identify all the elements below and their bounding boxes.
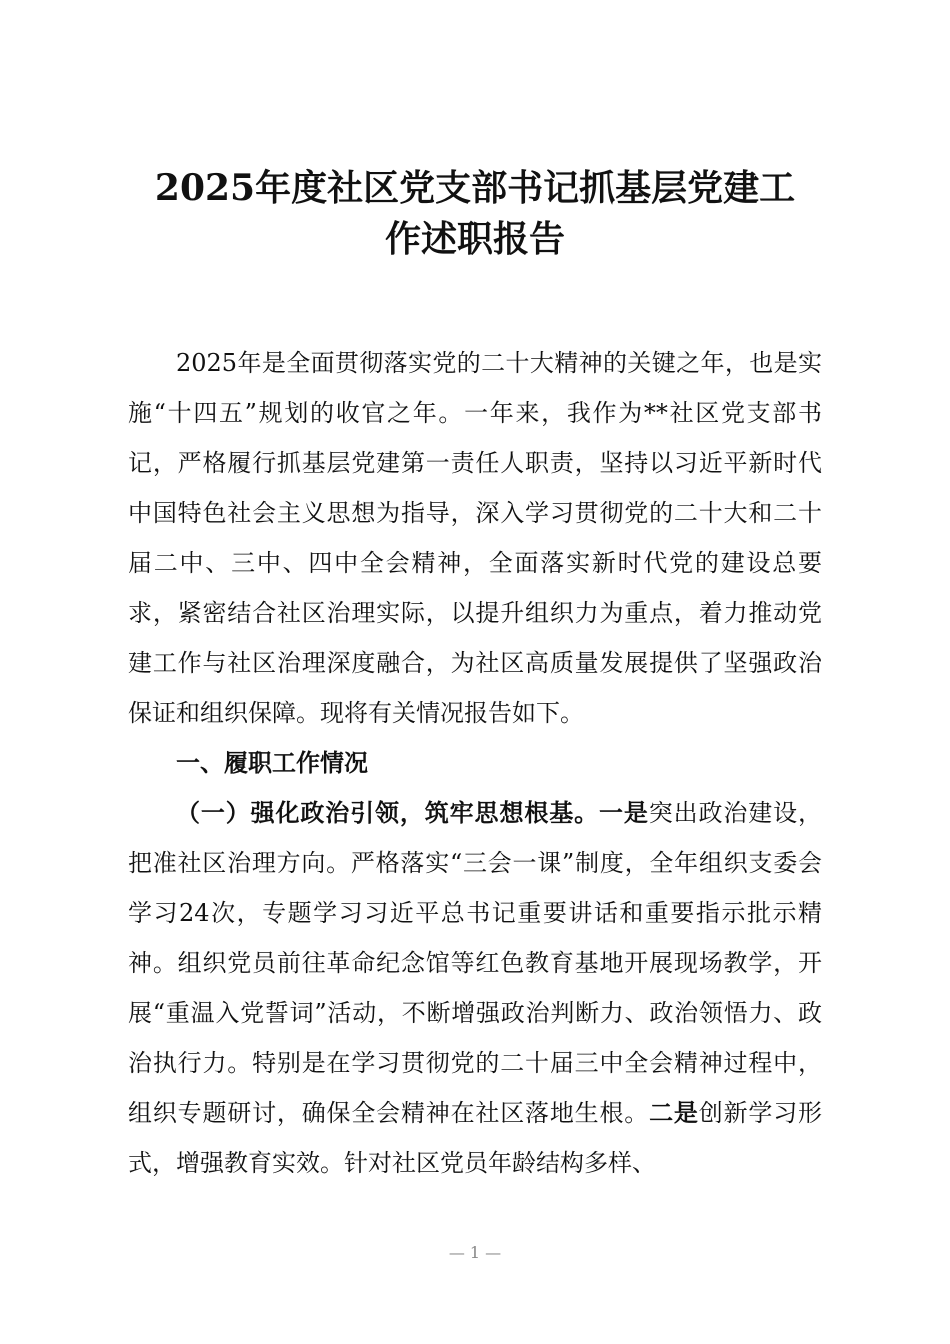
document-body — [128, 338, 822, 1188]
point-marker-2: 二是 — [649, 1098, 699, 1127]
intro-paragraph: 2025年是全面贯彻落实党的二十大精神的关键之年，也是实施“十四五”规划的收官之年。一年来，我作为**社区党支部书记，严格履行抓基层党建第一责任人职责，坚持以习近平新时代中国特色社会主义思想为指导，深入学习贯彻党的二十大和二十届二中、三中、四中全会精神，全面落实新时代党的建设总要求，紧密结合社区治理实际，以提升组织力为重点，着力推动党建工作与社区治理深度融合，为社区高质量发展提供了坚强政治保证和组织保障。现将有关情况报告如下。 — [128, 349, 822, 727]
point-text-1: 突出政治建设，把准社区治理方向。严格落实“三会一课”制度，全年组织支委会学习24次，专题学习习近平总书记重要讲话和重要指示批示精神。组织党员前往革命纪念馆等红色教育基地开展现场教学，开展“重温入党誓词”活动，不断增强政治判断力、政治领悟力、政治执行力。特别是在学习贯彻党的二十届三中全会精神过程中，组织专题研讨，确保全会精神在社区落地生根。 — [128, 799, 823, 1127]
subsection-paragraph — [128, 788, 822, 1188]
point-marker-1: 一是 — [598, 798, 649, 827]
point-text-2: 创新学习形式，增强教育实效。针对社区党员年龄结构多样、 — [128, 1099, 823, 1177]
section-heading: 一、履职工作情况 — [176, 748, 368, 777]
document-title-line-2: 作述职报告 — [384, 218, 565, 260]
page-number: — 1 — — [448, 1243, 502, 1262]
subsection-heading: （一）强化政治引领，筑牢思想根基。 — [176, 798, 599, 827]
document-title-line-1: 2025年度社区党支部书记抓基层党建工 — [154, 167, 796, 209]
